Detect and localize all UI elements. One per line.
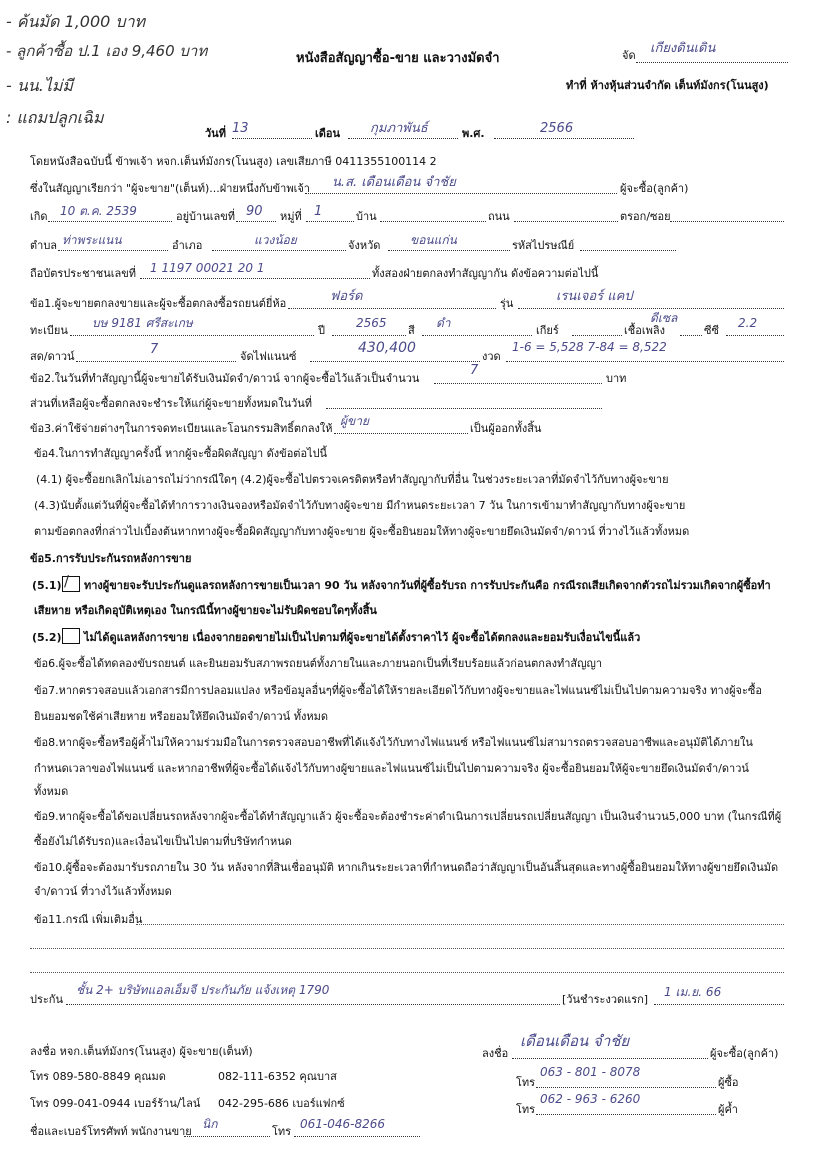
down-value: 7 [150,342,159,357]
tambon-label: ตำบล [30,239,58,252]
birth-value: 10 ต.ค. 2539 [60,204,137,218]
seller-signature: ลงชื่อ หจก.เต็นท์มังกร(โนนสูง) ผู้จะขาย(เต็นท์) [30,1045,253,1058]
vehicle-fuel: ดีเซล [650,311,678,325]
clause-5-1b: เสียหาย หรือเกิดอุบัติเหตุเอง ในกรณีนี้ทางผู้ขายจะไม่รับผิดชอบใดๆทั้งสิ้น [34,604,377,617]
moo-label: หมู่ที่ [280,210,302,223]
clause-7b: ยินยอมชดใช้ค่าเสียหาย หรือยอมให้ยึดเงินมัดจำ/ดาวน์ ทั้งหมด [34,710,328,723]
intro-line-2a: ซึ่งในสัญญาเรียกว่า "ผู้จะขาย"(เต็นท์)...ฝ่ายหนึ่งกับข้าพเจ้า [30,182,310,195]
margin-note-1: - ค้นมัด 1,000 บาท [6,12,146,31]
vehicle-year: 2565 [356,316,387,330]
clause-1-label: ข้อ1.ผู้จะขายตกลงขายและผู้จะซื้อตกลงซื้อรถยนต์ยี่ห้อ [30,297,287,310]
fuel-label: เชื้อเพลิง [624,324,665,337]
vehicle-cc: 2.2 [738,316,758,330]
gear-label: เกียร์ [536,324,559,337]
clause-5-2-checkbox[interactable] [62,628,80,644]
tambon-value: ท่าพระแนน [62,233,122,247]
clause-4: ข้อ4.ในการทำสัญญาครั้งนี้ หากผู้จะซื้อผิดสัญญา ดังข้อต่อไปนี้ [34,447,328,460]
buyer-sign-role: ผู้จะซื้อ(ลูกค้า) [710,1047,779,1060]
margin-note-4: : แถมปลูกเฉิม [6,108,104,127]
cc-label: ซีซี [704,324,719,337]
tel-3: โทร 099-041-0944 เบอร์ร้าน/ไลน์ [30,1097,201,1110]
house-label: อยู่บ้านเลขที่ [176,210,236,223]
margin-note-3: - นน.ไม่มี [6,76,73,95]
finance-value: 430,400 [358,340,416,356]
staff-value: นิก [202,1117,218,1131]
province-label: จังหวัด [348,239,381,252]
install-value: 1-6 = 5,528 7-84 = 8,522 [512,340,667,354]
vehicle-model: เรนเจอร์ แคป [556,289,633,304]
tel-1: โทร 089-580-8849 คุณมด [30,1070,166,1083]
clause-4-1: (4.1) ผู้จะซื้อยกเลิกไม่เอารถไม่ว่ากรณีใดๆ (4.2)ผู้จะซื้อไปตรวจเครดิตหรือทำสัญญากับที่อื่น ในช่วงระยะเวลาที่มัดจำไว้กับทางผู้จะขาย [36,473,669,486]
margin-note-2: - ลูกค้าซื้อ ป.1 เอง 9,460 บาท [6,42,208,60]
guarantor-tel-value: 062 - 963 - 6260 [540,1092,641,1106]
reg-label: ทะเบียน [30,324,68,337]
guarantor-tel-role: ผู้ค้ำ [718,1103,738,1116]
document-title: หนังสือสัญญาซื้อ-ขาย และวางมัดจำ [296,51,500,66]
clause-3a: ข้อ3.ค่าใช้จ่ายต่างๆในการจดทะเบียนและโอนกรรมสิทธิ์ตกลงให้ [30,422,333,435]
amphoe-label: อำเภอ [172,239,203,252]
tel-4: 042-295-686 เบอร์แฟกซ์ [218,1097,345,1110]
buyer-sign-label: ลงชื่อ [482,1047,509,1060]
clause-5-1-tag: (5.1) [32,579,62,592]
clause-5-2-tag: (5.2) [32,631,62,644]
clause-7a: ข้อ7.หากตรวจสอบแล้วเอกสารมีการปลอมแปลง หรือข้อมูลอื่นๆที่ผู้จะซื้อได้ให้รายละเอียดไว้กับทางผู้จะขายและไฟแนนซ์ไม่เป็นไปตามความจริง ทางผู้จะซื้อ [34,684,762,697]
clause-9b: ซื้อยังไม่ได้รับรถ)และเงื่อนไขเป็นไปตามที่บริษัทกำหนด [34,835,292,848]
year-value: 2566 [540,121,574,136]
id-suffix: ทั้งสองฝ่ายตกลงทำสัญญากัน ดังข้อความต่อไปนี้ [372,267,599,280]
clause-6: ข้อ6.ผู้จะซื้อได้ทดลองขับรถยนต์ และยินยอมรับสภาพรถยนต์ทั้งภายในและภายนอกเป็นที่เรียบร้อยแล้วก่อนตกลงทำสัญญา [34,657,603,670]
color-label: สี [408,324,415,337]
buyer-tel-role: ผู้ซื้อ [718,1076,739,1089]
clause-5: ข้อ5.การรับประกันรถหลังการขาย [30,552,192,565]
house-value: 90 [246,204,263,219]
staff-tel-label: โทร [272,1125,292,1138]
model-label: รุ่น [500,297,514,310]
vehicle-brand: ฟอร์ด [330,289,363,304]
clause-2-unit: บาท [606,372,627,385]
clause-8a: ข้อ8.หากผู้จะซื้อหรือผู้ค้ำไม่ให้ความร่วมมือในการตรวจสอบอาชีพที่ได้แจ้งไว้กับทางไฟแนนซ์ หรือไฟแนนซ์ไม่สามารถตรวจสอบอาชีพและอนุมัติได้ภายใน [34,736,753,749]
clause-10a: ข้อ10.ผู้ซื้อจะต้องมารับรถภายใน 30 วัน หลังจากที่สินเชื่ออนุมัติ หากเกินระยะเวลาที่กำหนดถือว่าสัญญาเป็นอันสิ้นสุดและทางผู้ซื้อยินยอมให้ทางผู้ขายยึดเงินมัด [34,861,779,874]
staff-tel-value: 061-046-8266 [300,1117,386,1131]
province-header-value: เกียงดินเดิน [650,41,716,56]
clause-2: ข้อ2.ในวันที่ทำสัญญานี้ผู้จะขายได้รับเงินมัดจำ/ดาวน์ จากผู้จะซื้อไว้แล้วเป็นจำนวน [30,372,420,385]
amphoe-value: แวงน้อย [254,233,297,247]
clause-4-3b: ตามข้อตกลงที่กล่าวไปเบื้องต้นหากทางผู้จะซื้อผิดสัญญากับทางผู้จะขาย ผู้จะซื้อยินยอมให้ทางผู้จะขายยึดเงินมัดจำ/ดาวน์ ที่วางไว้แล้วทั้งหมด [34,525,690,538]
vehicle-color: ดำ [436,316,451,330]
first-due-label: [วันชำระงวดแรก] [562,993,649,1006]
day-value: 13 [232,121,249,136]
clause-2-value: 7 [470,363,479,378]
staff-label: ชื่อและเบอร์โทรศัพท์ พนักงานขาย [30,1125,192,1138]
buyer-tel-label: โทร [516,1076,536,1089]
vehicle-reg: บษ 9181 ศรีสะเกษ [92,316,193,330]
month-label: เดือน [315,127,341,140]
insurance-value: ชั้น 2+ บริษัทแอลเอ็มจี ประกันภัย แจ้งเหตุ 1790 [76,983,330,997]
year-label: พ.ศ. [462,127,485,140]
install-label: งวด [482,350,501,363]
day-label: วันที่ [205,127,226,140]
birth-label: เกิด [30,210,48,223]
tel-2: 082-111-6352 คุณบาส [218,1070,337,1083]
clause-10b: จำ/ดาวน์ ที่วางไว้แล้วทั้งหมด [34,885,172,898]
province-header-label: จัด [622,49,636,62]
clause-11: ข้อ11.กรณี เพิ่มเติมอื่น [34,913,143,926]
moo-value: 1 [314,204,323,219]
clause-3-value: ผู้ขาย [340,414,370,428]
check-mark-icon: ∕ [64,572,70,590]
buyer-name: น.ส. เดือนเดือน จำชัย [332,175,456,190]
soi-label: ตรอก/ซอย [620,210,671,223]
clause-3b: เป็นผู้ออกทั้งสิ้น [470,422,542,435]
clause-2b: ส่วนที่เหลือผู้จะซื้อตกลงจะชำระให้แก่ผู้จะขายทั้งหมดในวันที่ [30,397,313,410]
year-label-vehicle: ปี [318,324,325,337]
buyer-tel-value: 063 - 801 - 8078 [540,1065,641,1079]
clause-5-2: ไม่ได้ดูแลหลังการขาย เนื่องจากยอดขายไม่เป็นไปตามที่ผู้จะขายได้ตั้งราคาไว้ ผู้จะซื้อได้ตกลงและยอมรับเงื่อนไขนี้แล้ว [84,631,641,644]
road-label: ถนน [488,210,510,223]
made-at: ทำที่ ห้างหุ้นส่วนจำกัด เต็นท์มังกร(โนนสูง) [566,79,769,92]
intro-line-1: โดยหนังสือฉบับนี้ ข้าพเจ้า หจก.เต็นท์มังกร(โนนสูง) เลขเสียภาษี 0411355100114 2 [30,155,437,168]
finance-label: จัดไฟแนนซ์ [240,350,297,363]
clause-4-3: (4.3)นับตั้งแต่วันที่ผู้จะซื้อได้ทำการวางเงินจองหรือมัดจำไว้กับทางผู้จะขาย มีกำหนดระยะเวลา 7 วัน ในการเข้ามาทำสัญญากับทางผู้จะขาย [34,499,686,512]
down-label: สด/ดาวน์ [30,350,75,363]
month-value: กุมภาพันธ์ [370,121,428,136]
clause-9a: ข้อ9.หากผู้จะซื้อได้ขอเปลี่ยนรถหลังจากผู้จะซื้อได้ทำสัญญาแล้ว ผู้จะซื้อจะต้องชำระค่าดำเนินการเปลี่ยนรถเปลี่ยนสัญญา เป็นเงินจำนวน5,000 บาท (ในกรณีที่ผู้ [34,810,782,823]
guarantor-tel-label: โทร [516,1103,536,1116]
zip-label: รหัสไปรษณีย์ [512,239,575,252]
id-value: 1 1197 00021 20 1 [150,261,265,275]
intro-line-2b: ผู้จะซื้อ(ลูกค้า) [620,182,689,195]
clause-5-1a: ทางผู้ขายจะรับประกันดูแลรถหลังการขายเป็นเวลา 90 วัน หลังจากวันที่ผู้ซื้อรับรถ การรับประกันคือ กรณีรถเสียเกิดจากตัวรถไม่รวมเกิดจากผู้ซื้อทำ [84,579,771,592]
clause-8c: ทั้งหมด [34,785,69,798]
province-value: ขอนแก่น [410,233,457,247]
id-label: ถือบัตรประชาชนเลขที่ [30,267,136,280]
clause-8b: กำหนดเวลาของไฟแนนซ์ และหากอาชีพที่ผู้จะซื้อได้แจ้งไว้กับทางผู้ขายและไฟแนนซ์ไม่เป็นไปตามความจริง ผู้จะซื้อยินยอมให้ผู้จะขายยึดเงินมัดจำ/ดาวน์ [34,762,749,775]
buyer-signature: เดือนเดือน จำชัย [520,1032,630,1050]
insurance-label: ประกัน [30,993,63,1006]
village-label: บ้าน [356,210,377,223]
first-due-value: 1 เม.ย. 66 [664,985,722,999]
